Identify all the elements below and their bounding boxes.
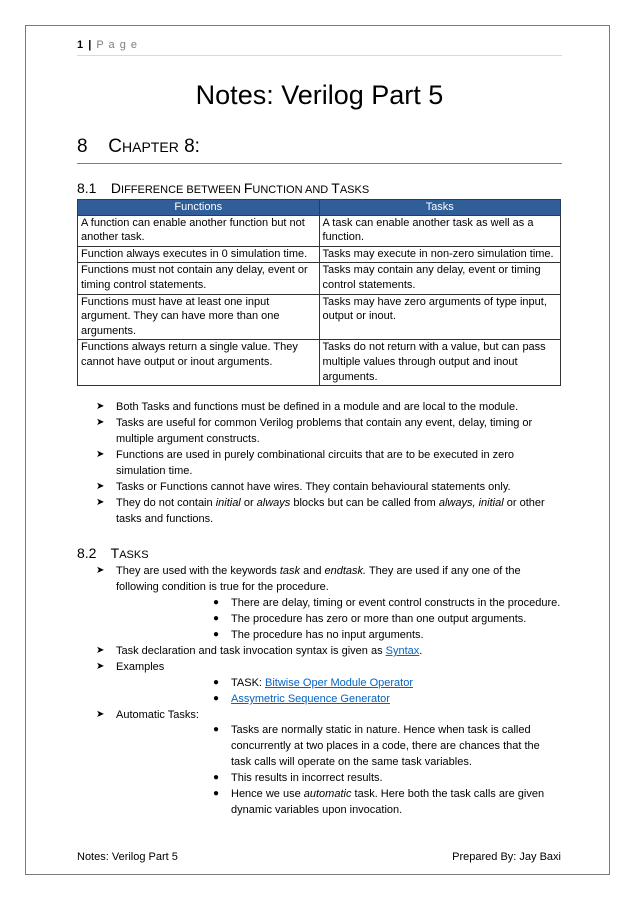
- table-cell: Tasks may execute in non-zero simulation time.: [319, 246, 561, 263]
- table-cell: Tasks may have zero arguments of type input, output or inout.: [319, 294, 561, 340]
- automatic-points-list: [213, 722, 563, 818]
- bullet-dot-icon: ●: [213, 788, 220, 799]
- table-cell: A function can enable another function but not another task.: [78, 215, 320, 246]
- conditions-list: [213, 595, 563, 643]
- table-row: [78, 246, 561, 263]
- comparison-table: [77, 199, 561, 386]
- section-title: DIFFERENCE BETWEEN FUNCTION AND TASKS: [110, 180, 370, 196]
- bullet-dot-icon: ●: [213, 724, 220, 735]
- bullet-dot-icon: ●: [213, 693, 220, 704]
- bitwise-oper-link[interactable]: Bitwise Oper Module Operator: [265, 677, 413, 689]
- list-item: ➤ Task declaration and task invocation syntax is given as Syntax.: [96, 645, 423, 657]
- syntax-link[interactable]: Syntax: [385, 645, 420, 657]
- list-item: ● This results in incorrect results.: [213, 772, 383, 784]
- column-header-functions: Functions: [78, 200, 320, 216]
- table-cell: Tasks may contain any delay, event or timing control statements.: [319, 263, 561, 294]
- table-row: [78, 294, 561, 340]
- chapter-heading: [77, 136, 562, 164]
- arrow-bullet-icon: ➤: [96, 661, 105, 672]
- list-item: ➤ Automatic Tasks:: [96, 709, 199, 721]
- page-number: 1: [77, 39, 85, 51]
- table-header-row: [78, 200, 561, 216]
- page-separator: |: [88, 39, 93, 51]
- list-item: ● The procedure has zero or more than one output arguments.: [213, 613, 527, 625]
- bullet-dot-icon: ●: [213, 597, 220, 608]
- arrow-bullet-icon: ➤: [96, 645, 105, 656]
- chapter-title: CHAPTER 8:: [108, 136, 200, 157]
- column-header-tasks: Tasks: [319, 200, 561, 216]
- header-rule: [77, 55, 562, 56]
- list-item: [213, 691, 563, 707]
- arrow-bullet-icon: ➤: [96, 709, 105, 720]
- section-heading-8-2: [77, 545, 149, 561]
- table-cell: Tasks do not return with a value, but can pass multiple values through output and inout arguments.: [319, 340, 561, 386]
- arrow-bullet-icon: ➤: [96, 481, 105, 492]
- arrow-bullet-icon: ➤: [96, 417, 105, 428]
- list-item: ➤ They do not contain initial or always blocks but can be called from always, initial or other tasks and functions.: [96, 497, 545, 525]
- table-cell: Functions must have at least one input argument. They can have more than one arguments.: [78, 294, 320, 340]
- arrow-bullet-icon: ➤: [96, 449, 105, 460]
- notes-bullet-list: [96, 399, 562, 527]
- bullet-dot-icon: ●: [213, 629, 220, 640]
- page-word: P a g e: [96, 39, 138, 51]
- bullet-dot-icon: ●: [213, 772, 220, 783]
- list-item: ➤ Tasks or Functions cannot have wires. They contain behavioural statements only.: [96, 481, 511, 493]
- table-cell: Function always executes in 0 simulation time.: [78, 246, 320, 263]
- page-number-header: [77, 39, 138, 51]
- bullet-dot-icon: ●: [213, 613, 220, 624]
- examples-list: [213, 675, 563, 707]
- list-item: ➤ Both Tasks and functions must be defined in a module and are local to the module.: [96, 401, 519, 413]
- table-cell: Functions always return a single value. They cannot have output or inout arguments.: [78, 340, 320, 386]
- bullet-dot-icon: ●: [213, 677, 220, 688]
- table-row: [78, 263, 561, 294]
- list-item: ● The procedure has no input arguments.: [213, 629, 424, 641]
- tasks-intro-list: [96, 563, 562, 595]
- document-title: Notes: Verilog Part 5: [195, 80, 444, 110]
- list-item: ● There are delay, timing or event control constructs in the procedure.: [213, 597, 561, 609]
- section-heading-8-1: [77, 180, 369, 196]
- chapter-number: 8: [77, 136, 88, 157]
- section-title: TASKS: [110, 545, 149, 561]
- arrow-bullet-icon: ➤: [96, 401, 105, 412]
- list-item: ● Tasks are normally static in nature. Hence when task is called concurrently at two places in a code, there are chances that the task calls will operate on the same task variables.: [213, 724, 540, 768]
- list-item: ● TASK: Bitwise Oper Module Operator: [213, 677, 413, 689]
- table-row: [78, 215, 561, 246]
- syntax-examples-list: [96, 643, 562, 675]
- arrow-bullet-icon: ➤: [96, 565, 105, 576]
- footer-author: Prepared By: Jay Baxi: [452, 851, 561, 863]
- assymetric-sequence-link[interactable]: Assymetric Sequence Generator: [231, 693, 390, 705]
- automatic-tasks-list: [96, 707, 562, 723]
- footer-title: Notes: Verilog Part 5: [77, 851, 178, 863]
- table-row: [78, 340, 561, 386]
- section-number: 8.1: [77, 180, 97, 196]
- list-item: ➤ Examples: [96, 661, 165, 673]
- list-item: ● Hence we use automatic task. Here both the task calls are given dynamic variables upon invocation.: [213, 788, 545, 816]
- list-item: ➤ They are used with the keywords task and endtask. They are used if any one of the following condition is true for the procedure.: [96, 565, 521, 593]
- section-number: 8.2: [77, 545, 97, 561]
- table-cell: A task can enable another task as well as a function.: [319, 215, 561, 246]
- list-item: ➤ Tasks are useful for common Verilog problems that contain any event, delay, timing or multiple argument constructs.: [96, 417, 533, 445]
- table-cell: Functions must not contain any delay, event or timing control statements.: [78, 263, 320, 294]
- list-item: ➤ Functions are used in purely combinational circuits that are to be executed in zero simulation time.: [96, 449, 515, 477]
- arrow-bullet-icon: ➤: [96, 497, 105, 508]
